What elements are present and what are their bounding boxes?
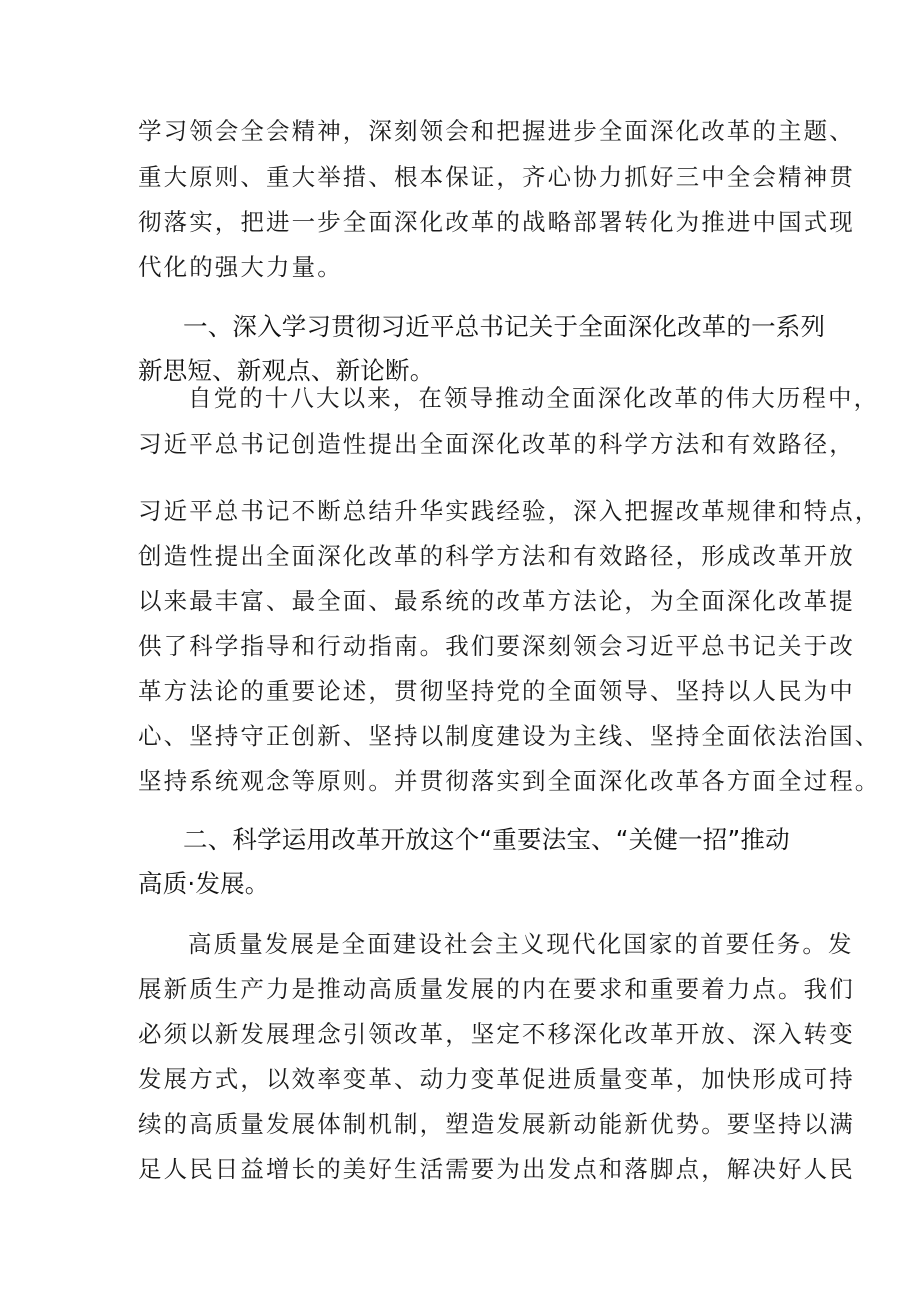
intro-paragraph-line: 彻落实，把进一步全面深化改革的战略部署转化为推进中国式现 bbox=[138, 208, 855, 236]
section-1-paragraph-line: 心、坚持守正创新、坚持以制度建设为主线、坚持全面依法治国、 bbox=[138, 722, 881, 750]
section-1-paragraph-line: 自党的十八大以来，在领导推动全面深化改革的伟大历程中， bbox=[188, 384, 880, 412]
section-1-paragraph-line: 革方法论的重要论述，贯彻坚持党的全面领导、坚持以人民为中 bbox=[138, 677, 855, 705]
section-1-paragraph-line: 习近平总书记不断总结升华实践经验，深入把握改革规律和特点， bbox=[138, 497, 881, 525]
section-2-paragraph-line: 续的高质量发展体制机制，塑造发展新动能新优势。要坚持以满 bbox=[138, 1110, 855, 1138]
section-1-paragraph-line: 以来最丰富、最全面、最系统的改革方法论，为全面深化改革提 bbox=[138, 587, 855, 615]
section-1-paragraph-line: 创造性提出全面深化改革的科学方法和有效路径，形成改革开放 bbox=[138, 542, 855, 570]
section-heading-2: 高质·发展。 bbox=[138, 869, 270, 898]
section-heading-2: 二、科学运用改革开放这个“重要法宝、“关健一招”推动 bbox=[183, 825, 790, 854]
section-1-paragraph-line: 供了科学指导和行动指南。我们要深刻领会习近平总书记关于改 bbox=[138, 632, 855, 660]
section-1-paragraph-line: 习近平总书记创造性提出全面深化改革的科学方法和有效路径， bbox=[138, 430, 855, 458]
section-2-paragraph-line: 展新质生产力是推动高质量发展的内在要求和重要着力点。我们 bbox=[138, 975, 855, 1003]
section-2-paragraph-line: 高质量发展是全面建设社会主义现代化国家的首要任务。发 bbox=[188, 930, 854, 958]
section-2-paragraph-line: 足人民日益增长的美好生活需要为出发点和落脚点，解决好人民 bbox=[138, 1155, 855, 1183]
section-2-paragraph-line: 发展方式，以效率变革、动力变革促进质量变革，加快形成可持 bbox=[138, 1065, 855, 1093]
section-heading-1: 一、深入学习贯彻习近平总书记关于全面深化改革的一系列 bbox=[183, 312, 826, 341]
intro-paragraph-line: 学习领会全会精神，深刻领会和把握进步全面深化改革的主题、 bbox=[138, 117, 855, 145]
section-1-paragraph-line: 坚持系统观念等原则。并贯彻落实到全面深化改革各方面全过程。 bbox=[138, 767, 881, 795]
section-2-paragraph-line: 必须以新发展理念引领改革，坚定不移深化改革开放、深入转变 bbox=[138, 1020, 855, 1048]
section-heading-1: 新思短、新观点、新论断。 bbox=[138, 356, 435, 385]
intro-paragraph-line: 重大原则、重大举措、根本保证，齐心协力抓好三中全会精神贯 bbox=[138, 163, 855, 191]
intro-paragraph-line: 代化的强大力量。 bbox=[138, 253, 343, 281]
